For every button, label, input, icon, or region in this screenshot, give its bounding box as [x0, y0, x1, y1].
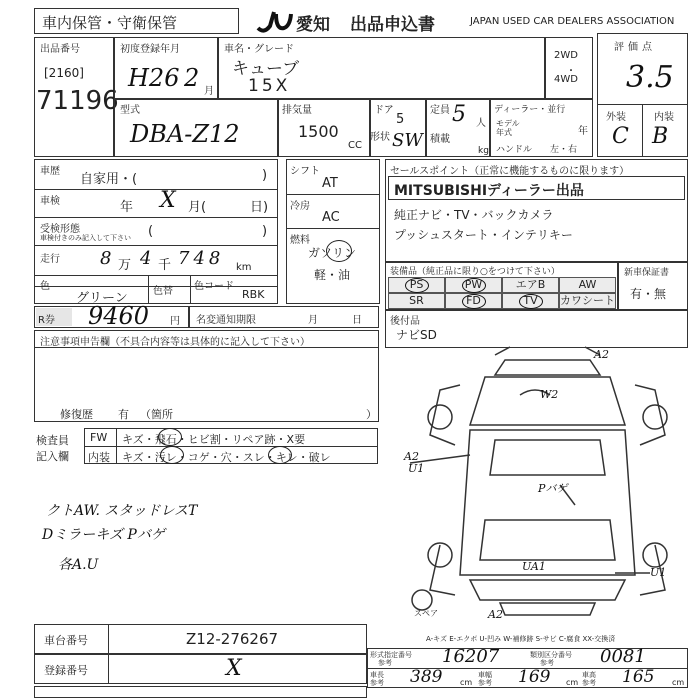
- diag-mark-ua1: UA1: [522, 560, 546, 573]
- score-value: 3.5: [626, 60, 674, 95]
- shift-line: [286, 194, 380, 195]
- load-label: 積載: [430, 134, 450, 145]
- ac-line: [286, 228, 380, 229]
- equipment-circle: [462, 294, 486, 309]
- mileage-u2: 千: [158, 258, 172, 273]
- shift-label: シフト: [290, 166, 320, 177]
- interior-label: 内装: [654, 112, 674, 123]
- handle-label: ハンドル: [496, 145, 533, 155]
- mileage-u1: 万: [118, 258, 132, 273]
- spec-class-no: 0081: [600, 646, 646, 667]
- spec-wid-label: 車幅: [478, 671, 492, 679]
- mileage-v2: 4: [140, 248, 152, 269]
- inspect-row2-head: 内装: [88, 451, 110, 464]
- sales-label: セールスポイント（正常に機能するものに限ります）: [390, 166, 630, 177]
- form-title: 出品申込書: [350, 15, 435, 35]
- remark-line2: Dミラーキズ Pバゲ: [42, 527, 165, 543]
- recept-open: (: [148, 224, 154, 239]
- fuel-diesel: 軽・油: [314, 268, 351, 282]
- inspect-circle-3: [268, 446, 292, 464]
- mileage-label: 走行: [40, 254, 60, 265]
- org-name: 愛知: [296, 15, 330, 35]
- spec-hgt-ref: 参考: [582, 679, 596, 687]
- inspect-circle-1: [158, 428, 182, 446]
- fuel-gasoline-circle: [326, 240, 352, 262]
- diag-mark-a2-top: A2: [594, 348, 609, 361]
- chassis-value: Z12-276267: [186, 630, 279, 648]
- chassis-label: 車台番号: [44, 634, 88, 647]
- recept-label: 受検形態: [40, 224, 80, 235]
- aircon-label: 冷房: [290, 201, 310, 212]
- history-value: 自家用・(: [80, 172, 138, 187]
- score-label: 評価点: [614, 42, 656, 53]
- color-div1: [148, 275, 149, 304]
- dealer-label: ディーラー・並行: [494, 105, 566, 115]
- displacement-value: 1500: [298, 122, 339, 141]
- spec-hgt-label: 車高: [582, 671, 596, 679]
- history-label: 車歴: [40, 166, 60, 177]
- capacity-value: 5: [452, 102, 466, 127]
- ju-logo: [254, 8, 294, 34]
- color-value: グリーン: [76, 291, 128, 306]
- equipment-item: FD: [445, 293, 502, 309]
- drive-4wd: 4WD: [554, 74, 578, 85]
- recycle-label: R券: [36, 308, 72, 326]
- spec-type-no: 16207: [442, 646, 500, 667]
- diag-mark-u1-right: U1: [650, 566, 667, 579]
- shaken-line: [34, 217, 278, 218]
- equipment-item: PS: [388, 277, 445, 293]
- sales-line1: MITSUBISHIディーラー出品: [394, 183, 584, 199]
- model-label: 車名・グレード: [224, 44, 294, 55]
- shaken-day: 日): [250, 200, 269, 215]
- aftermarket-value: ナビSD: [396, 328, 437, 342]
- doors-label: ドア: [374, 105, 394, 116]
- repair-value: 有: [118, 408, 129, 421]
- equipment-item: エアB: [502, 277, 559, 293]
- repair-place-close: ）: [366, 408, 377, 421]
- spec-len-ref: 参考: [370, 679, 384, 687]
- spec-hgt: 165: [622, 667, 655, 687]
- type-label: 型式: [120, 105, 140, 116]
- recycle-unit: 円: [170, 316, 180, 327]
- ju-logo-icon: [254, 8, 294, 34]
- spec-len-label: 車長: [370, 671, 384, 679]
- mileage-unit: km: [236, 262, 252, 273]
- shaken-label: 車検: [40, 196, 60, 207]
- aftermarket-label: 後付品: [390, 316, 420, 327]
- diag-mark-u1-left: U1: [408, 462, 425, 475]
- inspect-row1: キズ・飛石・ヒビ割・リペア跡・X要: [122, 433, 306, 446]
- notes-label: 注意事項申告欄（不具合内容等は具体的に記入して下さい）: [40, 337, 310, 348]
- mileage-v3: 748: [178, 248, 225, 269]
- reg-date-month: 2: [184, 64, 200, 92]
- spec-hgt-cm: cm: [672, 678, 685, 687]
- spec-type-label: 形式指定番号: [370, 651, 412, 659]
- equipment-item: TV: [502, 293, 559, 309]
- remark-line1: クトAW. スタッドレスT: [46, 503, 198, 519]
- recept-note: 車検付きのみ記入して下さい: [40, 234, 131, 242]
- color-code: RBK: [242, 288, 265, 301]
- color-div2: [190, 275, 191, 304]
- inspect-circle-2: [160, 446, 184, 464]
- reg-date-month-unit: 月: [204, 86, 214, 97]
- diag-mark-w2: W2: [540, 388, 559, 401]
- load-unit: kg: [478, 146, 489, 156]
- shift-value: AT: [322, 176, 338, 191]
- bottom-strip: [34, 686, 367, 698]
- recycle-value: 9460: [88, 302, 150, 330]
- spec-class-ref: 参考: [540, 659, 554, 667]
- spec-wid-ref: 参考: [478, 679, 492, 687]
- handle-option: 左・右: [550, 145, 578, 155]
- inspect-row2: キズ・汚レ・コゲ・穴・スレ・キレ・破レ: [122, 451, 331, 464]
- regnum-value: X: [226, 656, 242, 681]
- equipment-label: 装備品（純正品に限り○をつけて下さい）: [390, 267, 560, 277]
- sales-line2: 純正ナビ・TV・バックカメラ: [394, 208, 554, 222]
- mileage-v1: 8: [100, 248, 112, 269]
- warranty-label: 新車保証書: [624, 268, 670, 278]
- association-name: JAPAN USED CAR DEALERS ASSOCIATION: [470, 16, 675, 27]
- drive-dot: ・: [566, 66, 576, 77]
- inspect-label2: 記入欄: [36, 450, 69, 463]
- repair-label: 修復歴: [60, 408, 93, 421]
- exterior-grade: C: [612, 124, 629, 149]
- spec-wid-cm: cm: [566, 678, 579, 687]
- shaken-month: 月(: [188, 200, 207, 215]
- history-close: ): [262, 168, 268, 183]
- diag-mark-pbage: Pバゲ: [538, 482, 568, 495]
- fuel-label: 燃料: [290, 235, 310, 246]
- reg-date-label: 初度登録年月: [120, 44, 180, 55]
- fuel-gasoline: ガソリン: [308, 246, 357, 260]
- sales-line3: プッシュスタート・インテリキー: [394, 228, 573, 242]
- model-year-a: モデル: [496, 119, 520, 128]
- spec-class-label: 類別区分番号: [530, 651, 572, 659]
- capacity-label: 定員: [430, 105, 450, 116]
- shape-value: SW: [392, 130, 423, 151]
- storage-label: 車内保管・守衛保管: [42, 14, 178, 32]
- shape-label: 形状: [370, 132, 390, 143]
- color-change-label: 色替: [153, 286, 173, 297]
- lot-number: 71196: [36, 86, 119, 116]
- aircon-value: AC: [322, 210, 340, 225]
- recept-line: [34, 245, 278, 246]
- spec-len-cm: cm: [460, 678, 473, 687]
- equipment-circle: [462, 278, 486, 293]
- name-change-day: 日: [352, 315, 362, 326]
- model-year-unit: 年: [578, 126, 588, 137]
- equipment-circle: [519, 294, 543, 309]
- equipment-item: AW: [559, 277, 616, 293]
- spare-label: スペア: [414, 609, 438, 618]
- inspect-label1: 検査員: [36, 434, 69, 447]
- model-year-b: 年式: [496, 128, 512, 137]
- inspect-vdiv: [116, 428, 117, 464]
- interior-grade: B: [652, 124, 669, 149]
- history-line: [34, 189, 278, 190]
- reg-date-era: H26: [128, 64, 180, 92]
- color-code-label: 色コード: [194, 281, 234, 292]
- displacement-label: 排気量: [282, 105, 312, 116]
- spec-wid: 169: [518, 667, 551, 687]
- diag-mark-a2-bottom: A2: [488, 608, 503, 621]
- type-value: DBA-Z12: [130, 120, 240, 148]
- spec-len: 389: [410, 667, 443, 687]
- score-vdivider: [642, 104, 643, 157]
- repair-place: （箇所: [140, 408, 173, 421]
- equipment-item: PW: [445, 277, 502, 293]
- displacement-unit: CC: [348, 140, 362, 151]
- damage-legend: A-キズ E-エクボ U-凹み W-補修跡 S-サビ C-腐食 XX-交換済: [426, 635, 616, 643]
- model-name: キューブ: [232, 59, 300, 79]
- model-grade: 15X: [248, 76, 291, 96]
- doors-value: 5: [396, 112, 405, 127]
- exterior-label: 外装: [606, 112, 626, 123]
- regnum-label: 登録番号: [44, 664, 88, 677]
- remark-line3: 各A.U: [58, 557, 99, 573]
- equipment-item: SR: [388, 293, 445, 309]
- warranty-value: 有・無: [630, 287, 667, 301]
- lot-label: 出品番号: [40, 44, 80, 55]
- equipment-item: カワシート: [560, 294, 615, 307]
- drive-2wd: 2WD: [554, 50, 578, 61]
- color-label: 色: [40, 281, 50, 292]
- inspect-row1-head: FW: [90, 431, 108, 444]
- equipment-grid: [388, 277, 616, 309]
- equipment-circle: [405, 278, 429, 293]
- shaken-year: 年: [120, 200, 134, 215]
- capacity-unit: 人: [476, 118, 486, 129]
- lot-sub: [2160]: [44, 66, 84, 80]
- diag-mark-a2-left: A2: [404, 450, 419, 463]
- shaken-mark: X: [160, 188, 176, 213]
- name-change-month: 月: [308, 315, 318, 326]
- spec-type-ref: 参考: [378, 659, 392, 667]
- recept-close: ): [262, 224, 268, 239]
- name-change-label: 名変通知期限: [196, 315, 256, 326]
